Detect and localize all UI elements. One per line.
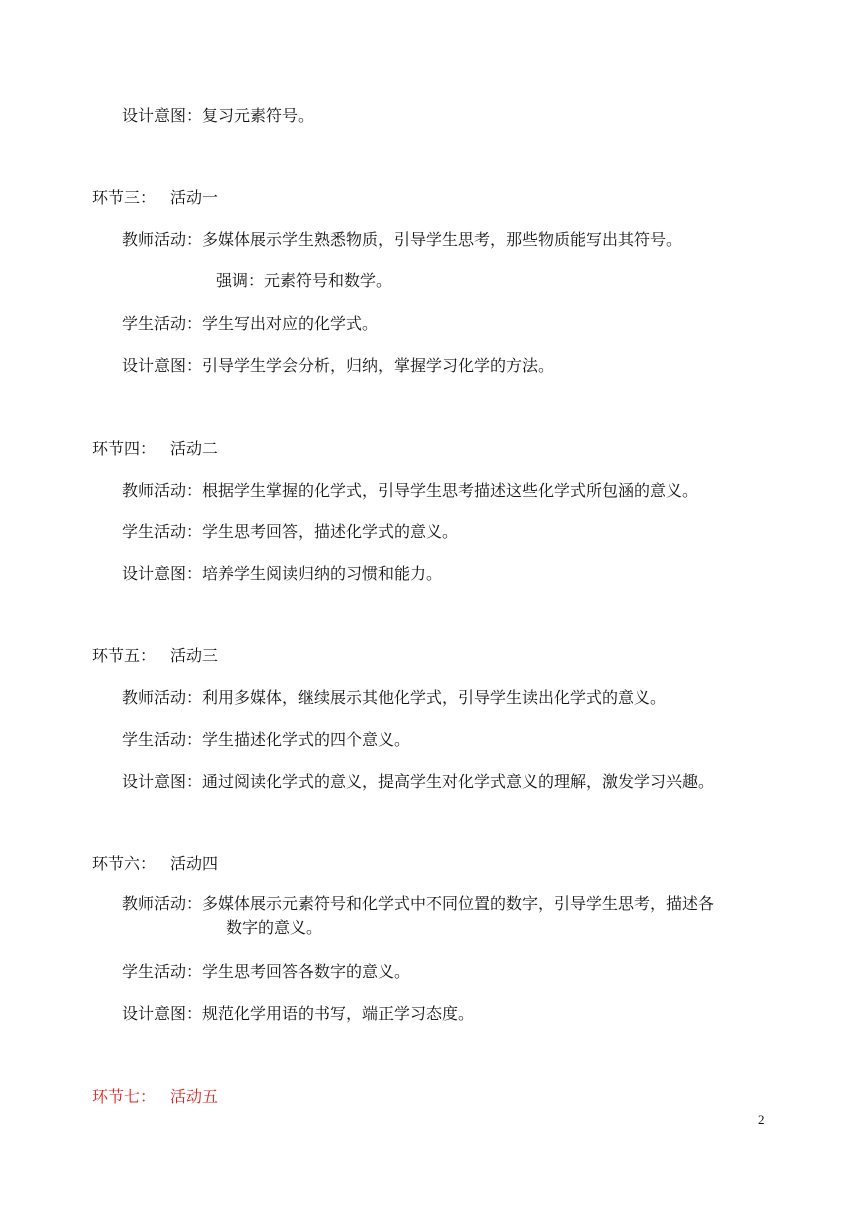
- section-title-6: [92, 854, 218, 874]
- section-activity: 活动四: [170, 854, 219, 873]
- student-activity: 学生活动：学生写出对应的化学式。: [122, 314, 379, 333]
- student-activity: 学生活动：学生思考回答各数字的意义。: [122, 962, 411, 981]
- design-intent: 设计意图：培养学生阅读归纳的习惯和能力。: [122, 564, 443, 583]
- section-label: 环节四：: [92, 439, 157, 458]
- section-title-3: [92, 188, 218, 208]
- teacher-emphasis: 强调：元素符号和数学。: [216, 271, 393, 290]
- teacher-activity: 教师活动：多媒体展示学生熟悉物质，引导学生思考，那些物质能写出其符号。: [122, 230, 683, 249]
- section-label: 环节五：: [92, 646, 157, 665]
- section-title-5: [92, 646, 218, 666]
- teacher-activity: 教师活动：根据学生掌握的化学式，引导学生思考描述这些化学式所包涵的意义。: [122, 481, 699, 500]
- student-activity: 学生活动：学生描述化学式的四个意义。: [122, 730, 411, 749]
- teacher-activity-continued: 数字的意义。: [226, 918, 323, 937]
- teacher-activity: 教师活动：利用多媒体，继续展示其他化学式，引导学生读出化学式的意义。: [122, 688, 667, 707]
- section-title-4: [92, 439, 218, 459]
- section-title-7: [92, 1087, 218, 1107]
- section-activity: 活动三: [170, 646, 219, 665]
- design-intent: 设计意图：规范化学用语的书写，端正学习态度。: [122, 1004, 475, 1023]
- design-intent: 设计意图：引导学生学会分析，归纳，掌握学习化学的方法。: [122, 356, 555, 375]
- section-activity: 活动二: [170, 439, 219, 458]
- page-number: 2: [758, 1112, 765, 1127]
- teacher-activity: 教师活动：多媒体展示元素符号和化学式中不同位置的数字，引导学生思考，描述各: [122, 894, 715, 913]
- section-activity: 活动一: [170, 188, 219, 207]
- section-label: 环节七：: [92, 1087, 157, 1106]
- design-intent: 设计意图：通过阅读化学式的意义，提高学生对化学式意义的理解，激发学习兴趣。: [122, 772, 715, 791]
- intro-design-intent: 设计意图：复习元素符号。: [122, 106, 315, 125]
- section-label: 环节六：: [92, 854, 157, 873]
- section-label: 环节三：: [92, 188, 157, 207]
- section-activity: 活动五: [170, 1087, 219, 1106]
- student-activity: 学生活动：学生思考回答，描述化学式的意义。: [122, 522, 459, 541]
